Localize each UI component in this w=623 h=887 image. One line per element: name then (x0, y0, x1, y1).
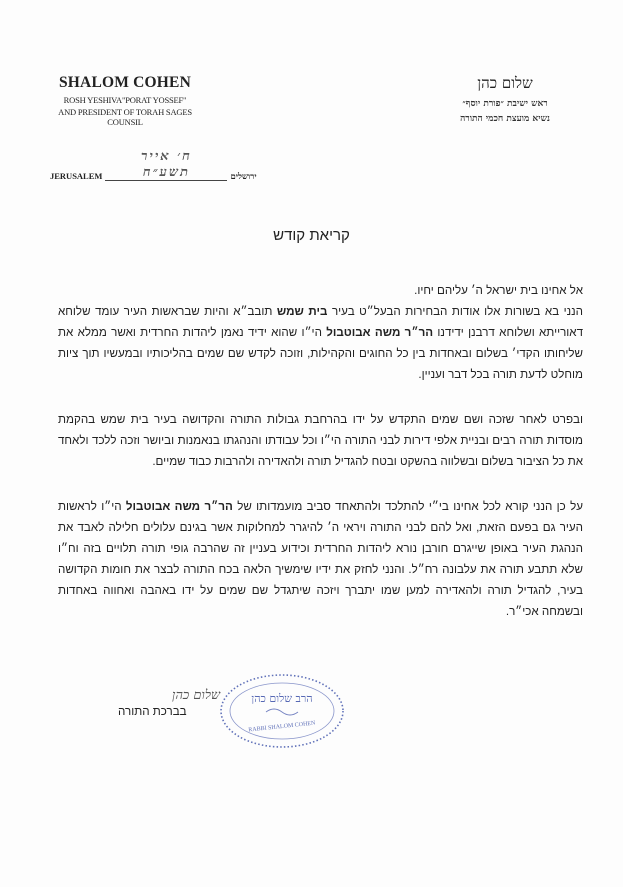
date-line (105, 149, 227, 181)
date-row (50, 149, 257, 181)
sender-role-en: AND PRESIDENT OF TORAH SAGES COUNSIL (58, 107, 192, 127)
rabbi-stamp (218, 672, 346, 750)
text: הנני בא בשורות אלו אודות הבחירות הבעל״ט בעיר (327, 305, 583, 318)
handwritten-signature: שלום כהן (172, 688, 221, 703)
sender-name-he: שלום כהן (477, 74, 533, 92)
sender-name-en: SHALOM COHEN (58, 74, 191, 91)
sender-role-he: נשיא מועצת חכמי התורה (460, 114, 550, 124)
candidate-name-bold: הר״ר משה אבוטבול (326, 326, 434, 339)
svg-text:RABBI SHALOM COHEN: RABBI SHALOM COHEN (248, 720, 316, 734)
city-name-bold: בית שמש (276, 305, 328, 318)
letter-title: קריאת קודש (273, 227, 350, 244)
closing: בברכת התורה (118, 705, 187, 718)
letterhead-hebrew (430, 74, 580, 124)
city-he: ירושלים (230, 171, 257, 181)
text: תובב״א והיות שבראשות העיר עומד שלוחא דאורייתא ושלוחא דרבנן ידידנו (58, 305, 583, 339)
text: הי״ו שהוא ידיד נאמן ליהדות החרדית ואשר ממלא את שליחותו הקדי׳ בשלום ובאחדות בין כל החוגים והקהילות, וזוכה לקדש שם שמים בהליכותיו ובמעשיו תוך ציות מוחלט לדעת תורה בכל דבר ועניין. (58, 326, 583, 381)
paragraph-2: ובפרט לאחר שזכה ושם שמים התקדש על ידו בהרחבת גבולות התורה והקדושה בעיר בית שמש בהקמת מוסדות תורה רבים ובניית אלפי דירות לבני התורה הי״ו וכל עבודתו והנהגתו בנאמנות וביושר וזכה ללכד ולאחד את כל הציבור בשלום ובשלווה בהשקט ובטח להגדיל תורה ולהאדירה ולהרבות כבוד שמיים. (58, 413, 583, 468)
text: על כן הנני קורא לכל אחינו בי״י להתלכד ולהתאחד סביב מועמדותו של (232, 500, 583, 513)
handwritten-date: ח׳ אייר תשע״ח (141, 149, 192, 180)
paragraph-1 (58, 301, 583, 385)
letter-body (58, 280, 583, 622)
sender-title-en: ROSH YESHIVA"PORAT YOSSEF" (63, 95, 187, 105)
svg-text:הרב שלום כהן: הרב שלום כהן (251, 692, 313, 705)
city-en: JERUSALEM (50, 171, 103, 181)
text: הי״ו לראשות העיר גם בפעם הזאת, ואל להם לבני התורה ויראי ה׳ להיגרר למחלוקות אשר בגינם עלולים חלילה לאבד את הנהגת העיר באופן שייגרם חורבן נורא ליהדות החרדית וכידוע בעניין זה שהרבה גופי תורה תלויים בזה וח״ו שלא תתבע תורה את עלבונה רח״ל. והנני לחזק את ידיו שימשיך הלאה בכח התורה לבצר את חומות הקדושה בעיר, להגדיל תורה ולהאדירה למען שמו יתברך ויזכה שיתגדל שם שמים על ידו באהבה ואחווה באחדות ובשמחה אכי״ר. (58, 500, 583, 618)
letterhead-english (40, 74, 210, 127)
greeting: אל אחינו בית ישראל ה׳ עליהם יחיו. (414, 284, 583, 297)
sender-title-he: ראש ישיבת ״פורת יוסף״ (462, 99, 548, 109)
paragraph-3 (58, 496, 583, 622)
candidate-name-bold: הר״ר משה אבוטבול (125, 500, 233, 513)
